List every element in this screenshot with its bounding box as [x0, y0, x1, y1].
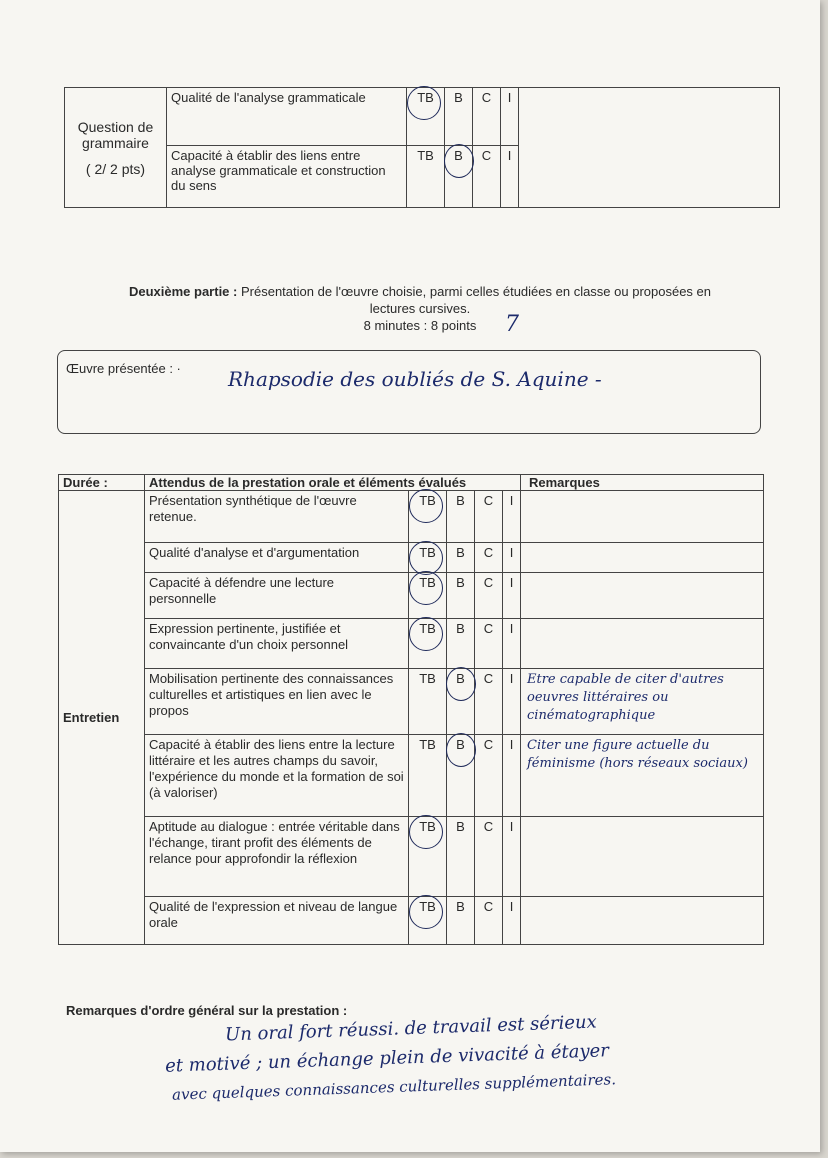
grammar-section-cell	[65, 88, 167, 208]
part2-title-rest: Présentation de l'œuvre choisie, parmi celles étudiées en classe ou proposées en	[240, 284, 712, 299]
remark-cell	[521, 669, 764, 735]
grade-tb: TB	[409, 735, 447, 817]
criterion-label: Qualité de l'expression et niveau de langue orale	[145, 897, 409, 945]
grade-i: I	[503, 897, 521, 945]
selected-circle	[409, 489, 443, 523]
grade-b: B	[445, 146, 473, 208]
remark-cell	[521, 619, 764, 669]
selected-circle	[409, 895, 443, 929]
grade-tb: TB	[409, 619, 447, 669]
part2-line3: 8 minutes : 8 points	[363, 318, 477, 333]
grade-tb: TB	[409, 897, 447, 945]
grade-c: C	[475, 573, 503, 619]
evaluation-row	[59, 619, 764, 669]
grade-tb: TB	[409, 491, 447, 543]
evaluation-row	[59, 735, 764, 817]
grade-i: I	[503, 573, 521, 619]
grade-c: C	[475, 735, 503, 817]
grade-b: B	[447, 491, 475, 543]
grade-c: C	[475, 897, 503, 945]
oeuvre-label: Œuvre présentée : ·	[66, 361, 181, 376]
grammar-remarks-cell	[519, 88, 780, 208]
grade-i: I	[503, 735, 521, 817]
grade-c: C	[473, 146, 501, 208]
grade-b: B	[447, 573, 475, 619]
selected-circle	[409, 571, 443, 605]
grade-i: I	[501, 88, 519, 146]
evaluation-row	[59, 817, 764, 897]
remark-handwritten: Etre capable de citer d'autres oeuvres littéraires ou cinématographique	[527, 672, 724, 723]
grammar-table	[64, 87, 780, 208]
col-remarques: Remarques	[521, 475, 764, 491]
grade-i: I	[503, 491, 521, 543]
remark-cell	[521, 735, 764, 817]
grade-i: I	[501, 146, 519, 208]
grade-tb: TB	[409, 543, 447, 573]
evaluation-rows	[59, 491, 764, 945]
evaluation-row	[59, 491, 764, 543]
grade-b: B	[447, 669, 475, 735]
criterion-label: Mobilisation pertinente des connaissances culturelles et artistiques en lien avec le propos	[145, 669, 409, 735]
grade-b: B	[447, 619, 475, 669]
grade-b: B	[445, 88, 473, 146]
grade-b: B	[447, 817, 475, 897]
part2-score-handwritten: 7	[505, 312, 519, 337]
evaluation-row	[59, 669, 764, 735]
part2-line2: lectures cursives.	[369, 301, 471, 316]
grade-c: C	[475, 619, 503, 669]
grade-c: C	[475, 817, 503, 897]
remark-handwritten: Citer une figure actuelle du féminisme (hors réseaux sociaux)	[527, 738, 748, 771]
grade-c: C	[475, 669, 503, 735]
part2-title-bold: Deuxième partie :	[128, 284, 238, 299]
grade-i: I	[503, 619, 521, 669]
evaluation-table	[58, 474, 764, 945]
grammar-criterion-2: Capacité à établir des liens entre analyse grammaticale et construction du sens	[167, 146, 407, 208]
grade-tb: TB	[409, 669, 447, 735]
grade-b: B	[447, 897, 475, 945]
remark-cell	[521, 543, 764, 573]
part2-heading	[60, 283, 780, 334]
grammar-score: ( 2/ 2 pts)	[85, 160, 146, 177]
selected-circle	[409, 541, 443, 575]
criterion-label: Capacité à établir des liens entre la lecture littéraire et les autres champs du savoir, l'expérience du monde et la formation de soi (à valoriser)	[145, 735, 409, 817]
grade-c: C	[475, 491, 503, 543]
grammar-section-label: Question de grammaire	[77, 118, 154, 151]
grade-i: I	[503, 669, 521, 735]
remark-cell	[521, 817, 764, 897]
general-remarks-line2: et motivé ; un échange plein de vivacité à étayer	[164, 1040, 610, 1077]
grade-i: I	[503, 817, 521, 897]
selected-circle	[444, 144, 474, 178]
grade-c: C	[473, 88, 501, 146]
remark-cell	[521, 897, 764, 945]
selected-circle	[446, 667, 476, 701]
criterion-label: Qualité d'analyse et d'argumentation	[145, 543, 409, 573]
col-duree: Durée :	[59, 475, 145, 491]
criterion-label: Présentation synthétique de l'œuvre retenue.	[145, 491, 409, 543]
grade-tb: TB	[409, 817, 447, 897]
col-attendus: Attendus de la prestation orale et éléments évalués	[145, 475, 521, 491]
oeuvre-value: Rhapsodie des oubliés de S. Aquine -	[228, 367, 602, 391]
grade-c: C	[475, 543, 503, 573]
grade-b: B	[447, 543, 475, 573]
section-entretien: Entretien	[59, 491, 145, 945]
evaluation-row	[59, 573, 764, 619]
criterion-label: Expression pertinente, justifiée et convaincante d'un choix personnel	[145, 619, 409, 669]
grade-tb: TB	[409, 573, 447, 619]
selected-circle	[446, 733, 476, 767]
grade-b: B	[447, 735, 475, 817]
grade-tb: TB	[407, 88, 445, 146]
grade-tb: TB	[407, 146, 445, 208]
general-remarks-line1: Un oral fort réussi. de travail est sérieux	[224, 1011, 598, 1046]
selected-circle	[409, 815, 443, 849]
grade-i: I	[503, 543, 521, 573]
remark-cell	[521, 573, 764, 619]
general-remarks-label: Remarques d'ordre général sur la prestation :	[66, 1003, 348, 1018]
criterion-label: Aptitude au dialogue : entrée véritable dans l'échange, tirant profit des éléments de relance pour approfondir la réflexion	[145, 817, 409, 897]
selected-circle	[409, 617, 443, 651]
grammar-criterion-1: Qualité de l'analyse grammaticale	[167, 88, 407, 146]
criterion-label: Capacité à défendre une lecture personnelle	[145, 573, 409, 619]
evaluation-row	[59, 543, 764, 573]
remark-cell	[521, 491, 764, 543]
general-remarks-line3: avec quelques connaissances culturelles supplémentaires.	[171, 1070, 617, 1104]
oeuvre-box	[57, 350, 761, 434]
selected-circle	[407, 86, 441, 120]
evaluation-row	[59, 897, 764, 945]
